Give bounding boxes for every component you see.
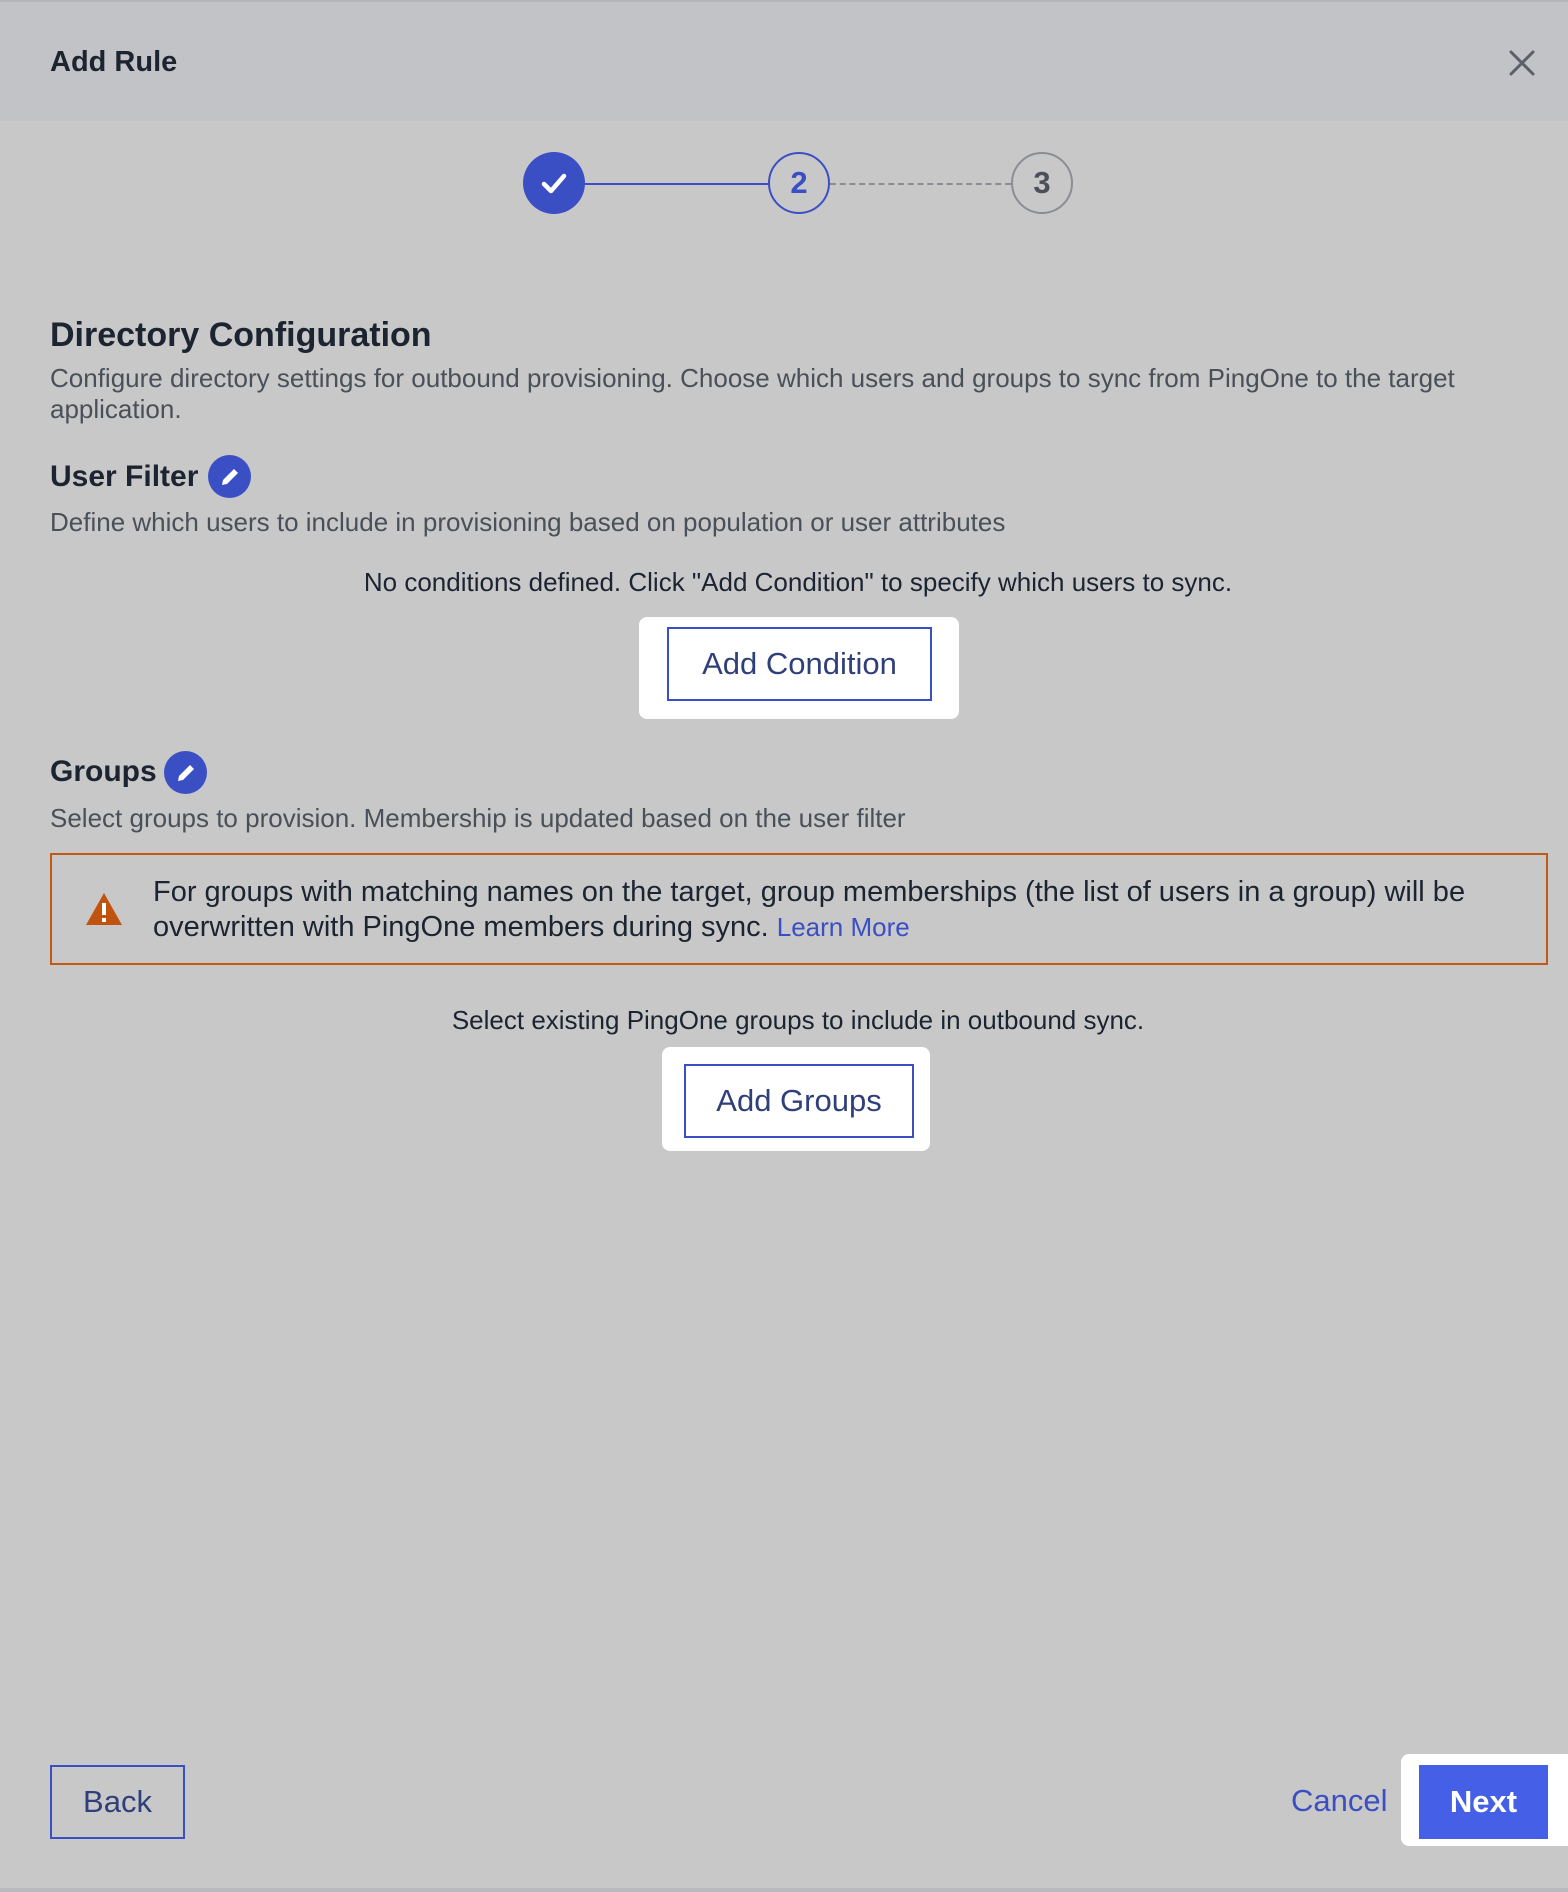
pencil-icon[interactable] <box>208 455 251 498</box>
close-icon[interactable] <box>1505 46 1539 80</box>
next-button[interactable]: Next <box>1419 1765 1548 1839</box>
section-title: Directory Configuration <box>50 316 432 354</box>
user-filter-empty-message: No conditions defined. Click "Add Condition" to specify which users to sync. <box>363 567 1233 597</box>
add-groups-button[interactable]: Add Groups <box>684 1064 914 1138</box>
dialog-title: Add Rule <box>50 46 178 78</box>
pencil-icon[interactable] <box>164 751 207 794</box>
warning-message: For groups with matching names on the target, group memberships (the list of users in a group) will be overwritten with PingOne members during sync. <box>153 876 1466 943</box>
groups-title: Groups <box>50 755 157 788</box>
step-2-current: 2 <box>768 152 830 214</box>
step-1-completed <box>523 152 585 214</box>
user-filter-title: User Filter <box>50 460 199 493</box>
add-condition-button[interactable]: Add Condition <box>667 627 932 701</box>
warning-banner <box>50 853 1548 965</box>
learn-more-link[interactable]: Learn More <box>776 912 910 942</box>
stepper-connector-upcoming <box>830 183 1011 185</box>
back-button[interactable]: Back <box>50 1765 185 1839</box>
dialog-header <box>0 0 1568 121</box>
progress-stepper <box>0 150 1568 220</box>
cancel-button[interactable]: Cancel <box>1291 1783 1388 1818</box>
groups-empty-message: Select existing PingOne groups to include in outbound sync. <box>451 1005 1145 1035</box>
warning-icon <box>84 891 124 927</box>
bottom-border <box>0 1888 1568 1892</box>
check-icon <box>538 167 570 199</box>
section-description: Configure directory settings for outbound provisioning. Choose which users and groups to sync from PingOne to the target application. <box>50 363 1455 424</box>
groups-description: Select groups to provision. Membership is updated based on the user filter <box>50 803 906 833</box>
warning-text <box>153 875 1523 945</box>
user-filter-description: Define which users to include in provisioning based on population or user attributes <box>50 507 1006 537</box>
step-3-upcoming: 3 <box>1011 152 1073 214</box>
stepper-connector-completed <box>585 183 768 185</box>
